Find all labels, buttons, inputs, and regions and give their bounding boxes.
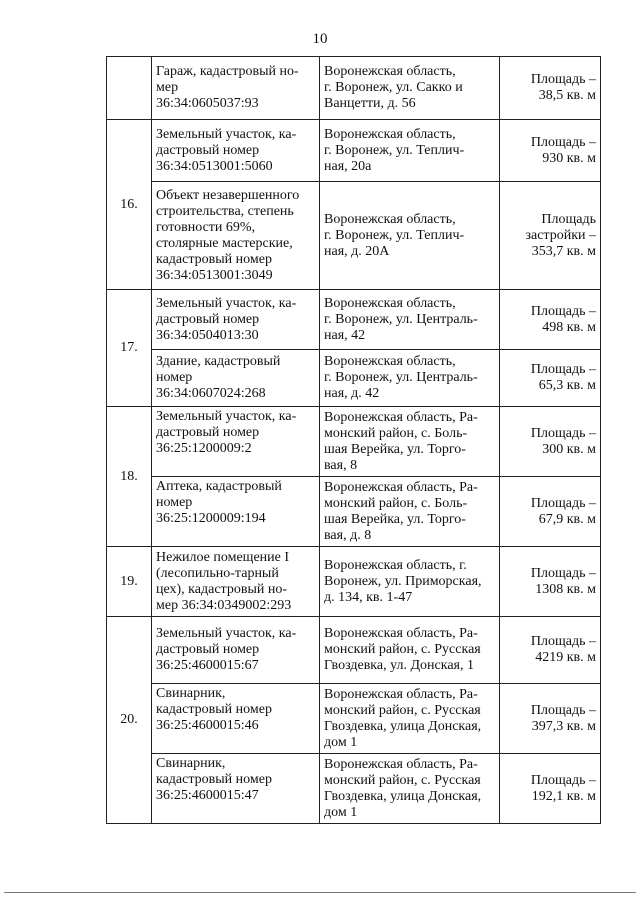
area-cell: Площадь – 67,9 кв. м xyxy=(500,477,601,547)
object-cell: Земельный участок, ка- дастровый номер 36:25:4600015:67 xyxy=(152,617,320,684)
area-cell: Площадь – 38,5 кв. м xyxy=(500,57,601,120)
table-row xyxy=(107,684,601,754)
object-cell: Нежилое помещение I (лесопильно-тарный цех), кадастровый но- мер 36:34:0349002:293 xyxy=(152,547,320,617)
property-table xyxy=(106,56,601,824)
object-cell: Земельный участок, ка- дастровый номер 36:25:1200009:2 xyxy=(152,407,320,477)
table-row xyxy=(107,754,601,824)
item-number-cell: 19. xyxy=(107,547,152,617)
area-cell: Площадь – 65,3 кв. м xyxy=(500,350,601,407)
table-row xyxy=(107,350,601,407)
object-cell: Свинарник, кадастровый номер 36:25:4600015:46 xyxy=(152,684,320,754)
table-row xyxy=(107,547,601,617)
address-cell: Воронежская область, Ра- монский район, с. Русская Гвоздевка, ул. Донская, 1 xyxy=(320,617,500,684)
item-number-cell: 18. xyxy=(107,407,152,547)
area-cell: Площадь – 498 кв. м xyxy=(500,290,601,350)
item-number-cell: 16. xyxy=(107,120,152,290)
table-row xyxy=(107,407,601,477)
address-cell: Воронежская область, Ра- монский район, с. Боль- шая Верейка, ул. Торго- вая, д. 8 xyxy=(320,477,500,547)
page-number: 10 xyxy=(312,31,328,47)
table-row xyxy=(107,57,601,120)
address-cell: Воронежская область, г. Воронеж, ул. Теплич- ная, д. 20А xyxy=(320,182,500,290)
table-row xyxy=(107,120,601,182)
address-cell: Воронежская область, г. Воронеж, ул. Приморская, д. 134, кв. 1-47 xyxy=(320,547,500,617)
address-cell: Воронежская область, Ра- монский район, с. Русская Гвоздевка, улица Донская, дом 1 xyxy=(320,754,500,824)
object-cell: Аптека, кадастровый номер 36:25:1200009:194 xyxy=(152,477,320,547)
footer-divider xyxy=(4,892,636,893)
object-cell: Объект незавершенного строительства, степень готовности 69%, столярные мастерские, кадастровый номер 36:34:0513001:3049 xyxy=(152,182,320,290)
object-cell: Земельный участок, ка- дастровый номер 36:34:0504013:30 xyxy=(152,290,320,350)
table-row xyxy=(107,477,601,547)
object-cell: Здание, кадастровый номер 36:34:0607024:268 xyxy=(152,350,320,407)
address-cell: Воронежская область, г. Воронеж, ул. Централь- ная, 42 xyxy=(320,290,500,350)
area-cell: Площадь – 300 кв. м xyxy=(500,407,601,477)
item-number-cell xyxy=(107,57,152,120)
object-cell: Свинарник, кадастровый номер 36:25:4600015:47 xyxy=(152,754,320,824)
area-cell: Площадь – 930 кв. м xyxy=(500,120,601,182)
address-cell: Воронежская область, Ра- монский район, с. Боль- шая Верейка, ул. Торго- вая, 8 xyxy=(320,407,500,477)
address-cell: Воронежская область, г. Воронеж, ул. Сакко и Ванцетти, д. 56 xyxy=(320,57,500,120)
area-cell: Площадь – 4219 кв. м xyxy=(500,617,601,684)
item-number-cell: 20. xyxy=(107,617,152,824)
table-row xyxy=(107,290,601,350)
table-row xyxy=(107,182,601,290)
address-cell: Воронежская область, Ра- монский район, с. Русская Гвоздевка, улица Донская, дом 1 xyxy=(320,684,500,754)
address-cell: Воронежская область, г. Воронеж, ул. Теплич- ная, 20а xyxy=(320,120,500,182)
area-cell: Площадь – 192,1 кв. м xyxy=(500,754,601,824)
object-cell: Гараж, кадастровый но- мер 36:34:0605037:93 xyxy=(152,57,320,120)
item-number-cell: 17. xyxy=(107,290,152,407)
table-row xyxy=(107,617,601,684)
area-cell: Площадь застройки – 353,7 кв. м xyxy=(500,182,601,290)
object-cell: Земельный участок, ка- дастровый номер 36:34:0513001:5060 xyxy=(152,120,320,182)
area-cell: Площадь – 1308 кв. м xyxy=(500,547,601,617)
area-cell: Площадь – 397,3 кв. м xyxy=(500,684,601,754)
address-cell: Воронежская область, г. Воронеж, ул. Централь- ная, д. 42 xyxy=(320,350,500,407)
